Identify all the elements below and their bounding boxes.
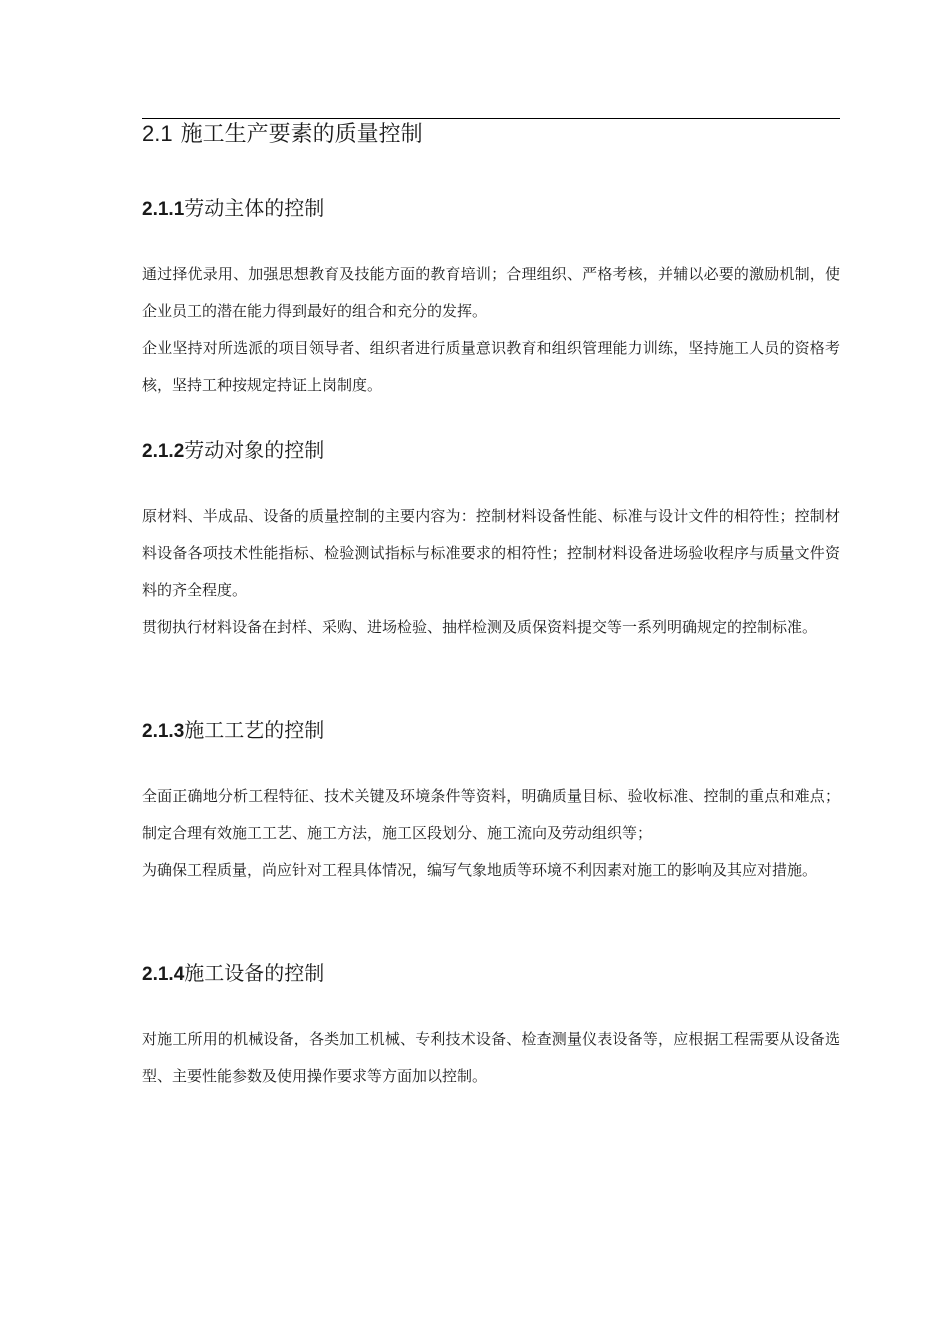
subsection-title — [142, 958, 840, 990]
subsection-labor-subject — [142, 193, 840, 404]
subsection-title — [142, 435, 840, 467]
subsection-construction-process — [142, 715, 840, 889]
section-title-text: 施工生产要素的质量控制 — [180, 122, 423, 147]
subsection-number: 2.1.1 — [142, 199, 185, 220]
subsection-title-text: 施工工艺的控制 — [184, 718, 325, 742]
paragraph: 为确保工程质量，尚应针对工程具体情况，编写气象地质等环境不利因素对施工的影响及其应对措施。 — [142, 861, 818, 879]
subsection-title-text: 施工设备的控制 — [184, 961, 325, 985]
paragraph: 原材料、半成品、设备的质量控制的主要内容为：控制材料设备性能、标准与设计文件的相符性；控制材料设备各项技术性能指标、检验测试指标与标准要求的相符性；控制材料设备进场验收程序与质量文件资料的齐全程度。 — [142, 507, 840, 599]
section-number: 2.1 — [142, 121, 173, 146]
subsection-number: 2.1.3 — [142, 721, 185, 742]
section-title — [142, 118, 423, 151]
subsection-title — [142, 193, 840, 225]
paragraph: 通过择优录用、加强思想教育及技能方面的教育培训；合理组织、严格考核，并辅以必要的激励机制，使企业员工的潜在能力得到最好的组合和充分的发挥。 — [142, 265, 840, 320]
paragraph: 贯彻执行材料设备在封样、采购、进场检验、抽样检测及质保资料提交等一系列明确规定的控制标准。 — [142, 618, 818, 636]
subsection-title-text: 劳动对象的控制 — [184, 438, 325, 462]
paragraph: 全面正确地分析工程特征、技术关键及环境条件等资料，明确质量目标、验收标准、控制的重点和难点；制定合理有效施工工艺、施工方法，施工区段划分、施工流向及劳动组织等； — [142, 787, 840, 842]
subsection-construction-equipment — [142, 958, 840, 1095]
subsection-number: 2.1.4 — [142, 964, 185, 985]
subsection-title — [142, 715, 840, 747]
subsection-labor-object — [142, 435, 840, 646]
subsection-number: 2.1.2 — [142, 441, 185, 462]
paragraph: 对施工所用的机械设备，各类加工机械、专利技术设备、检查测量仪表设备等，应根据工程需要从设备选型、主要性能参数及使用操作要求等方面加以控制。 — [142, 1030, 840, 1085]
paragraph: 企业坚持对所选派的项目领导者、组织者进行质量意识教育和组织管理能力训练，坚持施工人员的资格考核，坚持工种按规定持证上岗制度。 — [142, 339, 840, 394]
subsection-title-text: 劳动主体的控制 — [184, 196, 325, 220]
